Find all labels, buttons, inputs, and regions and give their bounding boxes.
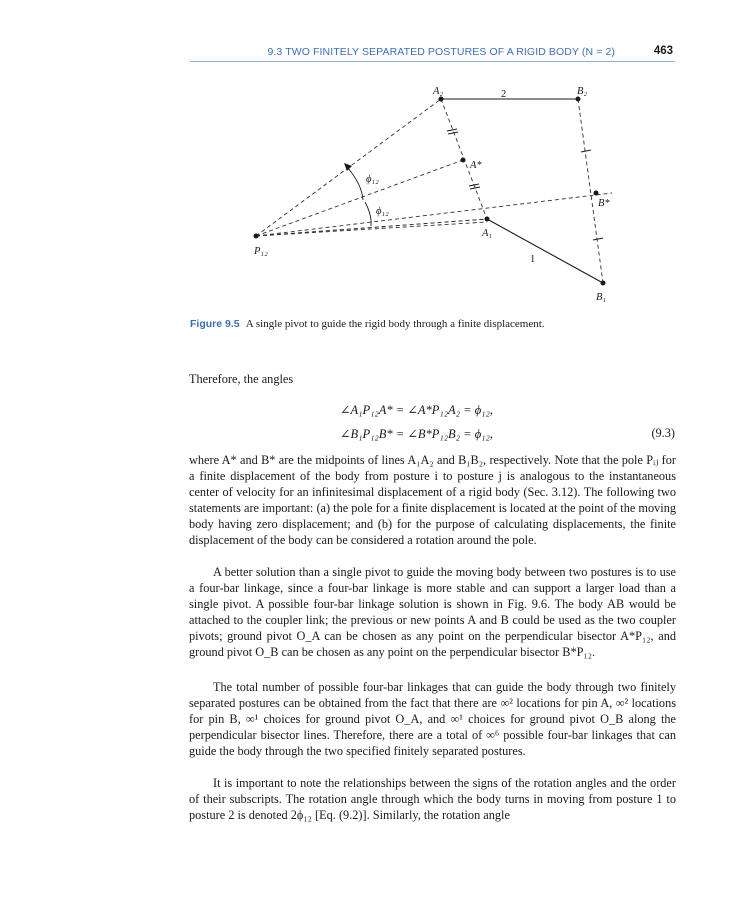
equation-line-2: ∠B₁P₁₂B* = ∠B*P₁₂B₂ = ϕ₁₂, xyxy=(340,427,493,441)
running-title: 9.3 TWO FINITELY SEPARATED POSTURES OF A RIGID BODY (N = 2) xyxy=(267,46,615,58)
label-B2: B₂ xyxy=(577,86,588,97)
point-B2 xyxy=(576,97,581,102)
tick-b1 xyxy=(581,150,591,152)
figure-9-5-diagram xyxy=(0,0,737,320)
point-A1 xyxy=(485,217,490,222)
point-B1 xyxy=(601,281,606,286)
tick-a2 xyxy=(448,132,458,134)
equation-number: (9.3) xyxy=(651,426,675,440)
figure-caption xyxy=(190,318,675,330)
lead-sentence: Therefore, the angles xyxy=(189,372,294,386)
paragraph-4: It is important to note the relationships between the signs of the rotation angles and the order of their subscripts. The rotation angle through which the body turns in moving from posture 1 to posture 2 is denoted 2ϕ₁₂ [Eq. (9.2)]. Similarly, the rotation angle xyxy=(189,776,676,823)
arc-phi-outer xyxy=(348,168,363,200)
point-Astar xyxy=(461,158,466,163)
label-phi-outer: ϕ₁₂ xyxy=(366,174,379,185)
label-Astar: A* xyxy=(470,160,482,171)
label-P12: P₁₂ xyxy=(254,246,268,257)
tick-a1 xyxy=(447,129,457,131)
paragraph-3: The total number of possible four-bar linkages that can guide the body through two finitely separated postures can be obtained from the fact that there are ∞² locations for pin A, ∞² locations for pin B, ∞¹ choices for ground pivot O_A, and ∞¹ choices for ground pivot O_B along the perpendicular bisector lines. Therefore, there are a total of ∞⁶ possible four-bar linkages that can guide the body through the two specified finitely separated postures. xyxy=(189,680,676,759)
dash-P12-Bstar xyxy=(256,193,612,236)
label-Bstar: B* xyxy=(598,198,610,209)
equation-line-1: ∠A₁P₁₂A* = ∠A*P₁₂A₂ = ϕ₁₂, xyxy=(340,403,493,417)
page-number: 463 xyxy=(653,45,673,57)
arc-arrow-outer xyxy=(344,163,352,171)
label-A1: A₁ xyxy=(482,228,493,239)
link-A1B1 xyxy=(487,219,603,283)
paragraph-2: A better solution than a single pivot to guide the moving body between two postures is to use a four-bar linkage, since a four-bar linkage is more stable and can support a larger load than a single pivot. A possible four-bar linkage solution is shown in Fig. 9.6. The body AB would be attached to the coupler link; the previous or new points A and B could be used as the two coupler pivots; ground pivot O_A can be chosen as any point on the perpendicular bisector A*P₁₂, and ground pivot O_B can be chosen as any point on the perpendicular bisector B*P₁₂. xyxy=(189,565,676,660)
label-A2: A₂ xyxy=(433,86,444,97)
point-A2 xyxy=(439,97,444,102)
paragraph-1: where A* and B* are the midpoints of lines A₁A₂ and B₁B₂, respectively. Note that the pole Pᵢⱼ for a finite displacement of the body from posture i to posture j is analogous to the instantaneous center of velocity for an infinitesimal displacement of a rigid body (Sec. 3.12). The following two statements are important: (a) the pole for a finite displacement is located at the point of the moving body having zero displacement; and (b) for the purpose of calculating displacements, the finite displacement of the body can be considered a rotation around the pole. xyxy=(189,453,676,548)
point-Bstar xyxy=(594,191,599,196)
caption-text: A single pivot to guide the rigid body through a finite displacement. xyxy=(245,318,545,330)
dash-P12-Astar xyxy=(256,160,463,236)
tick-b2 xyxy=(593,238,603,240)
label-link-1: 1 xyxy=(530,254,536,265)
label-B1: B₁ xyxy=(596,292,607,303)
point-P12 xyxy=(254,234,259,239)
label-phi-inner: ϕ₁₂ xyxy=(376,206,389,217)
figure-label: Figure 9.5 xyxy=(190,318,240,330)
label-link-2: 2 xyxy=(501,89,507,100)
dash-B2-B1 xyxy=(578,99,603,283)
